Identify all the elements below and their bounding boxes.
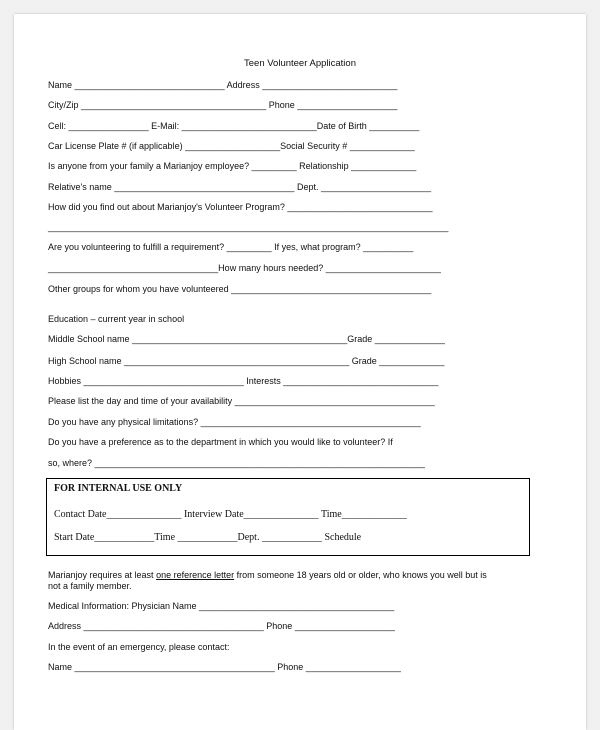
how-found-continuation[interactable]: ________________________________________________________________________________	[48, 222, 449, 232]
emergency-name-phone-line[interactable]: Name ________________________________________ Phone ___________________	[48, 662, 401, 672]
start-time-dept-schedule-row[interactable]: Start Date____________Time ____________Dept. ____________ Schedule	[54, 532, 362, 543]
cell-email-dob-line[interactable]: Cell: ________________ E-Mail: ___________________________Date of Birth __________	[48, 121, 420, 131]
reference-line-2: not a family member.	[48, 581, 132, 591]
reference-text-after: from someone 18 years old or older, who knows you well but is	[234, 570, 487, 580]
high-school-line[interactable]: High School name _____________________________________________ Grade _____________	[48, 356, 445, 366]
other-groups-line[interactable]: Other groups for whom you have volunteered ________________________________________	[48, 284, 432, 294]
limitations-line[interactable]: Do you have any physical limitations? ____________________________________________	[48, 417, 421, 427]
availability-line[interactable]: Please list the day and time of your availability ________________________________________	[48, 396, 435, 406]
requirement-line[interactable]: Are you volunteering to fulfill a requirement? _________ If yes, what program? __________	[48, 242, 414, 252]
license-ssn-line[interactable]: Car License Plate # (if applicable) ___________________Social Security # _____________	[48, 141, 415, 151]
city-phone-line[interactable]: City/Zip _____________________________________ Phone ____________________	[48, 100, 398, 110]
reference-letter-emphasis: one reference letter	[156, 570, 235, 580]
department-preference-line: Do you have a preference as to the department in which you would like to volunteer? If	[48, 437, 393, 447]
family-employee-line[interactable]: Is anyone from your family a Marianjoy employee? _________ Relationship _____________	[48, 161, 417, 171]
education-heading: Education – current year in school	[48, 314, 185, 324]
hobbies-interests-line[interactable]: Hobbies ________________________________ Interests _______________________________	[48, 376, 439, 386]
middle-school-line[interactable]: Middle School name ___________________________________________Grade ______________	[48, 334, 445, 344]
contact-interview-time-row[interactable]: Contact Date_______________ Interview Date_______________ Time_____________	[54, 509, 407, 520]
physician-name-line[interactable]: Medical Information: Physician Name _______________________________________	[48, 601, 395, 611]
emergency-contact-heading: In the event of an emergency, please contact:	[48, 642, 230, 652]
hours-needed-line[interactable]: __________________________________How many hours needed? _______________________	[48, 263, 441, 273]
relative-dept-line[interactable]: Relative's name ____________________________________ Dept. ______________________	[48, 182, 432, 192]
reference-requirement	[48, 570, 487, 581]
form-title: Teen Volunteer Application	[244, 58, 356, 69]
how-found-line[interactable]: How did you find out about Marianjoy's Volunteer Program? _____________________________	[48, 202, 433, 212]
name-address-line[interactable]: Name ______________________________ Address ___________________________	[48, 80, 398, 90]
physician-address-phone-line[interactable]: Address ____________________________________ Phone ____________________	[48, 621, 395, 631]
internal-use-heading: FOR INTERNAL USE ONLY	[54, 483, 183, 494]
reference-text-before: Marianjoy requires at least	[48, 570, 157, 580]
department-where-line[interactable]: so, where? __________________________________________________________________	[48, 458, 425, 468]
